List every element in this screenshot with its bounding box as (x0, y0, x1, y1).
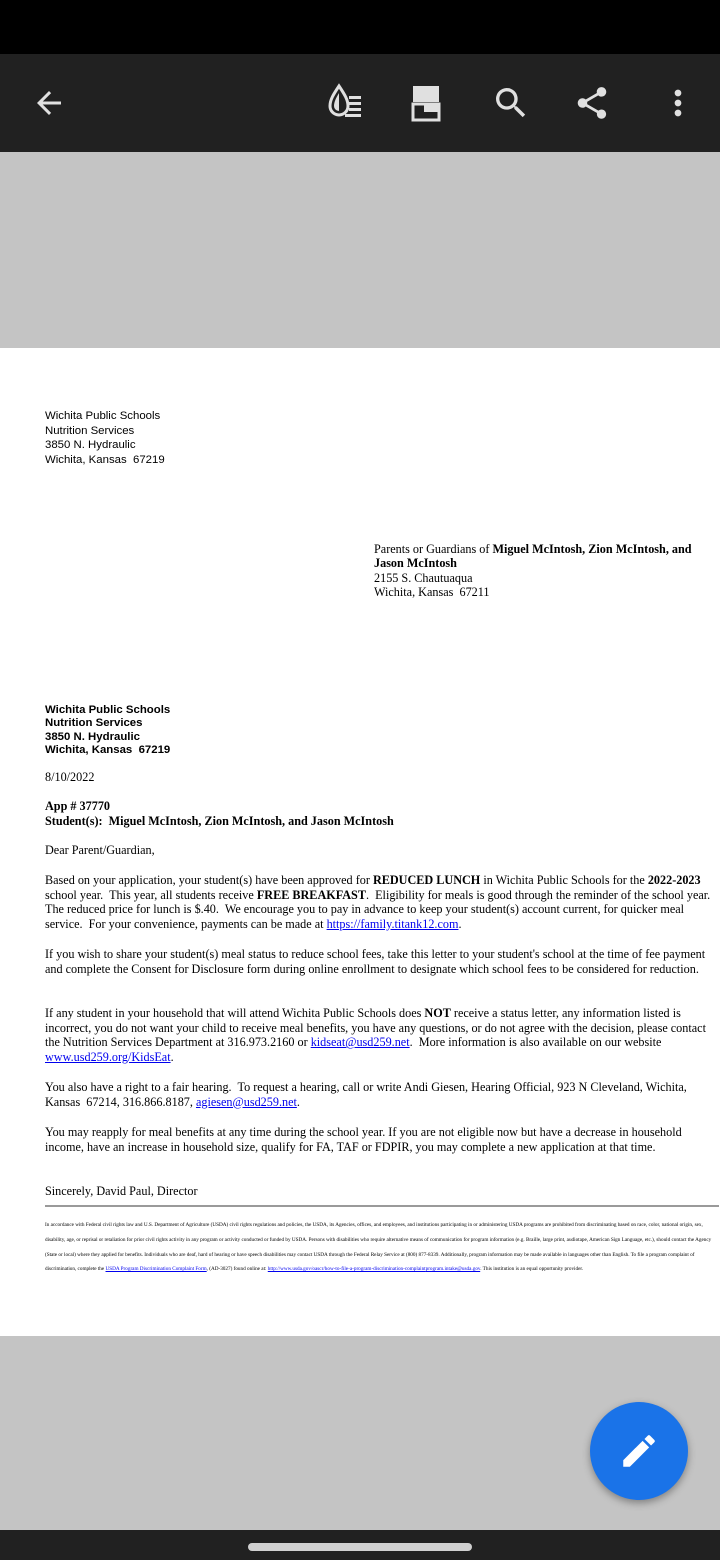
nondiscrimination-footer: In accordance with Federal civil rights law and U.S. Department of Agriculture (USDA) civil rights regulations and policies, the USDA, its Agencies, offices, and employees, and institutions participating in or administering USDA programs are prohibited from discriminating based on race, color, national origin, sex, disability, age, or reprisal or retaliation for prior civil rights activity in any program or activity conducted or funded by USDA. Persons with disabilities who require alternative means of communication for program information (e.g. Braille, large print, audiotape, American Sign Language, etc.), should contact the Agency (State or local) where they applied for benefits. Individuals who are deaf, hard of hearing or have speech disabilities may contact USDA through the Federal Relay Service at (800) 877-8339. Additionally, program information may be made available in languages other than English. To file a program complaint of discrimination, complete the USDA Program Discrimination Complaint Form, (AD-3027) found online at: http://www.usda.gov/oascr/how-to-file-a-program-discrimination-complaintprogram.intake@usda.gov. This institution is an equal opportunity provider. (45, 1222, 712, 1273)
salutation: Dear Parent/Guardian, (45, 843, 155, 857)
share-button[interactable] (563, 74, 621, 132)
footer-divider (45, 1205, 719, 1207)
usda-intake-email-link[interactable]: program.intake@usda.gov (425, 1266, 481, 1273)
app-number: App # 37770 (45, 799, 111, 813)
return-address: Wichita Public Schools Nutrition Services 3850 N. Hydraulic Wichita, Kansas 67219 (45, 410, 165, 466)
more-options-button[interactable] (649, 74, 707, 132)
letter-date: 8/10/2022 (45, 770, 95, 784)
top-toolbar (0, 54, 720, 152)
recipient-address (374, 542, 720, 600)
search-button[interactable] (482, 74, 540, 132)
arrow-back-icon (31, 85, 67, 121)
kidseat-email-link[interactable]: kidseat@usd259.net (310, 1035, 410, 1050)
website-link[interactable]: www.usd259.org/KidsEat (45, 1049, 171, 1064)
more-vert-icon (658, 83, 698, 123)
navigation-bar (0, 1530, 720, 1560)
status-bar (0, 0, 720, 54)
students-label: Student(s): (45, 813, 103, 828)
edit-pencil-icon (618, 1430, 660, 1472)
paragraph-approval: Based on your application, your student(s) have been approved for REDUCED LUNCH in Wichita Public Schools for the 2022-2023 school year. This year, all students receive FREE BREAKFAST. Eligibility for meals is good through the reminder of the school year. The reduced price for lunch is $.40. We encourage you to pay in advance to keep your student(s) account current, for quicker meal service. For your convenience, payments can be made at https://family.titank12.com. (45, 873, 717, 931)
text-reflow-button[interactable] (314, 74, 372, 132)
complaint-form-link[interactable]: USDA Program Discrimination Complaint Form (105, 1266, 207, 1273)
page-layout-icon (406, 83, 446, 123)
paragraph-hearing: You also have a right to a fair hearing. To request a hearing, call or write Andi Giesen, Hearing Official, 923 N Cleveland, Wichita, Kansas 67214, 316.866.8187, agiesen@usd259.net. (45, 1080, 690, 1109)
page-layout-button[interactable] (397, 74, 455, 132)
share-icon (573, 84, 611, 122)
edit-fab-button[interactable] (590, 1402, 688, 1500)
text-reflow-icon (321, 81, 365, 125)
recipient-prefix: Parents or Guardians of (374, 542, 493, 556)
home-gesture-pill[interactable] (248, 1543, 472, 1551)
recipient-names: Miguel McIntosh, Zion McIntosh, and Jason McIntosh (374, 542, 692, 571)
back-button[interactable] (20, 74, 78, 132)
recipient-street: 2155 S. Chautuaqua (374, 570, 473, 585)
sender-address: Wichita Public Schools Nutrition Services 3850 N. Hydraulic Wichita, Kansas 67219 (45, 704, 171, 756)
paragraph-contact: If any student in your household that will attend Wichita Public Schools does NOT receive a status letter, any information listed is incorrect, you do not want your child to receive meal benefits, you have any questions, or do not agree with the decision, please contact the Nutrition Services Department at 316.973.2160 or kidseat@usd259.net. More information is also available on our website www.usd259.org/KidsEat. (45, 1006, 710, 1064)
hearing-email-link[interactable]: agiesen@usd259.net (195, 1094, 297, 1109)
document-page[interactable] (0, 348, 720, 1336)
recipient-city: Wichita, Kansas 67211 (374, 585, 490, 600)
signature: Sincerely, David Paul, Director (45, 1184, 198, 1198)
paragraph-reapply: You may reapply for meal benefits at any time during the school year. If you are not eligible now but have a decrease in household income, have an increase in household size, qualify for FA, TAF or FDPIR, you may complete a new application at that time. (45, 1125, 682, 1154)
students-names: Miguel McIntosh, Zion McIntosh, and Jason McIntosh (108, 813, 394, 828)
search-icon (491, 83, 531, 123)
payment-link[interactable]: https://family.titank12.com (326, 916, 459, 931)
usda-complaint-link[interactable]: http://www.usda.gov/oascr/how-to-file-a-program-discrimination-complaint (267, 1266, 426, 1273)
application-info (45, 799, 717, 828)
paragraph-fee-reduction: If you wish to share your student(s) meal status to reduce school fees, take this letter to your student's school at the time of fee payment and complete the Consent for Disclosure form during online enrollment to designate which school fees to be considered for reduction. (45, 947, 706, 976)
page-gap-top (0, 152, 720, 348)
